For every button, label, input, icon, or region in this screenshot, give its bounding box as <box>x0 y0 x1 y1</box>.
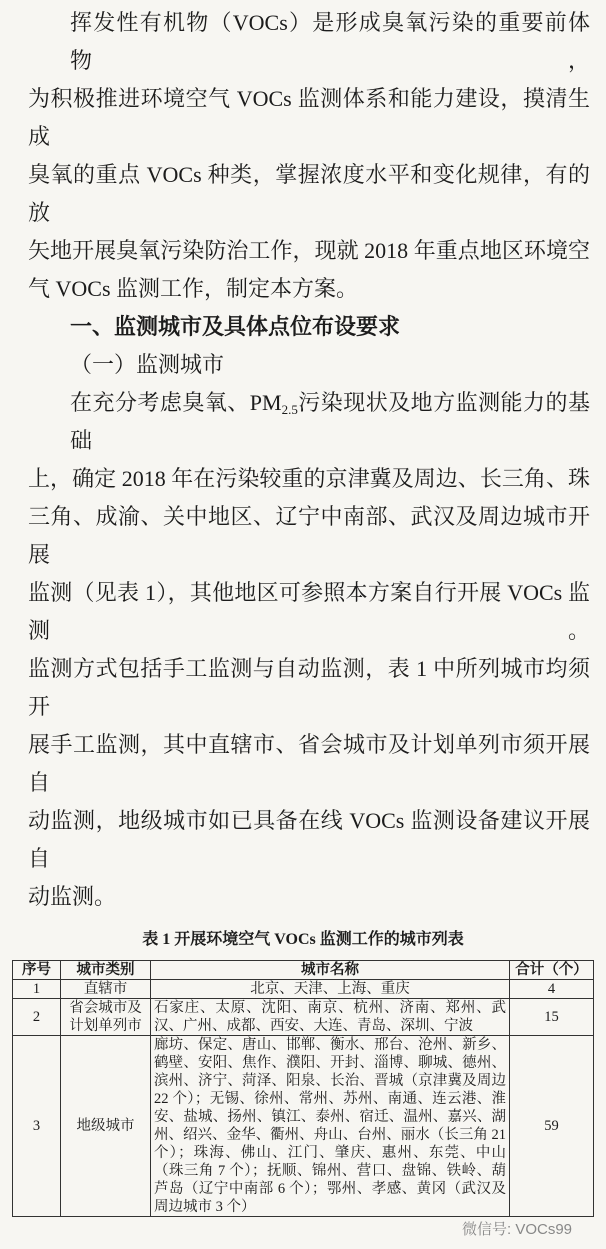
cell-category: 省会城市及计划单列市 <box>61 999 151 1036</box>
cell-category: 直辖市 <box>61 980 151 999</box>
cell-names: 北京、天津、上海、重庆 <box>151 980 510 999</box>
table-caption: 表 1 开展环境空气 VOCs 监测工作的城市列表 <box>142 931 464 948</box>
cell-no: 2 <box>13 999 61 1036</box>
paragraph-line: 上，确定 2018 年在污染较重的京津冀及周边、长三角、珠 <box>28 466 590 491</box>
text: 在充分考虑臭氧、PM <box>70 390 282 415</box>
table-row <box>13 999 594 1036</box>
header-names: 城市名称 <box>151 961 510 980</box>
cell-total: 59 <box>510 1036 594 1217</box>
paragraph-line: 气 VOCs 监测工作，制定本方案。 <box>28 276 359 301</box>
text: 污染现状及地方监测能力的基础 <box>70 390 590 453</box>
paragraph-line: 臭氧的重点 VOCs 种类，掌握浓度水平和变化规律，有的放 <box>28 162 590 225</box>
cell-names: 廊坊、保定、唐山、邯郸、衡水、邢台、沧州、新乡、鹤壁、安阳、焦作、濮阳、开封、淄博、聊城、德州、滨州、济宁、菏泽、阳泉、长治、晋城（京津冀及周边 22 个）；无锡、徐州、常州、苏州、南通、连云港、淮安、盐城、扬州、镇江、泰州、宿迁、温州、嘉兴、湖州、绍兴、金华、衢州、舟山、台州、丽水（长三角 21 个）；珠海、佛山、江门、肇庆、惠州、东莞、中山（珠三角 7 个）；抚顺、锦州、营口、盘锦、铁岭、葫芦岛（辽宁中南部 6 个）；鄂州、孝感、黄冈（武汉及周边城市 3 个） <box>151 1036 510 1217</box>
city-table <box>12 960 594 1217</box>
subscript: 2.5 <box>281 402 298 417</box>
cell-total: 15 <box>510 999 594 1036</box>
watermark: 微信号: VOCs99 <box>462 1221 573 1238</box>
document-body <box>28 4 590 916</box>
header-total: 合计（个） <box>510 961 594 980</box>
paragraph-line: 挥发性有机物（VOCs）是形成臭氧污染的重要前体物， <box>70 10 590 73</box>
paragraph-line: 监测方式包括手工监测与自动监测，表 1 中所列城市均须开 <box>28 656 590 719</box>
header-no: 序号 <box>13 961 61 980</box>
subsection-heading: （一）监测城市 <box>70 352 225 377</box>
paragraph-line: 监测（见表 1），其他地区可参照本方案自行开展 VOCs 监测。 <box>28 580 590 643</box>
paragraph-line: 矢地开展臭氧污染防治工作，现就 2018 年重点地区环境空 <box>28 238 590 263</box>
table-row <box>13 980 594 999</box>
paragraph-line: 动监测。 <box>28 884 117 909</box>
table-header-row <box>13 961 594 980</box>
cell-category: 地级城市 <box>61 1036 151 1217</box>
paragraph-line: 为积极推进环境空气 VOCs 监测体系和能力建设，摸清生成 <box>28 86 590 149</box>
cell-total: 4 <box>510 980 594 999</box>
paragraph-line: 三角、成渝、关中地区、辽宁中南部、武汉及周边城市开展 <box>28 504 590 567</box>
cell-no: 3 <box>13 1036 61 1217</box>
paragraph-line: 动监测，地级城市如已具备在线 VOCs 监测设备建议开展自 <box>28 808 590 871</box>
section-heading: 一、监测城市及具体点位布设要求 <box>70 314 401 339</box>
cell-no: 1 <box>13 980 61 999</box>
header-category: 城市类别 <box>61 961 151 980</box>
paragraph-line: 展手工监测，其中直辖市、省会城市及计划单列市须开展自 <box>28 732 590 795</box>
table-row <box>13 1036 594 1217</box>
cell-names: 石家庄、太原、沈阳、南京、杭州、济南、郑州、武汉、广州、成都、西安、大连、青岛、深圳、宁波 <box>151 999 510 1036</box>
paragraph-line <box>28 384 590 460</box>
